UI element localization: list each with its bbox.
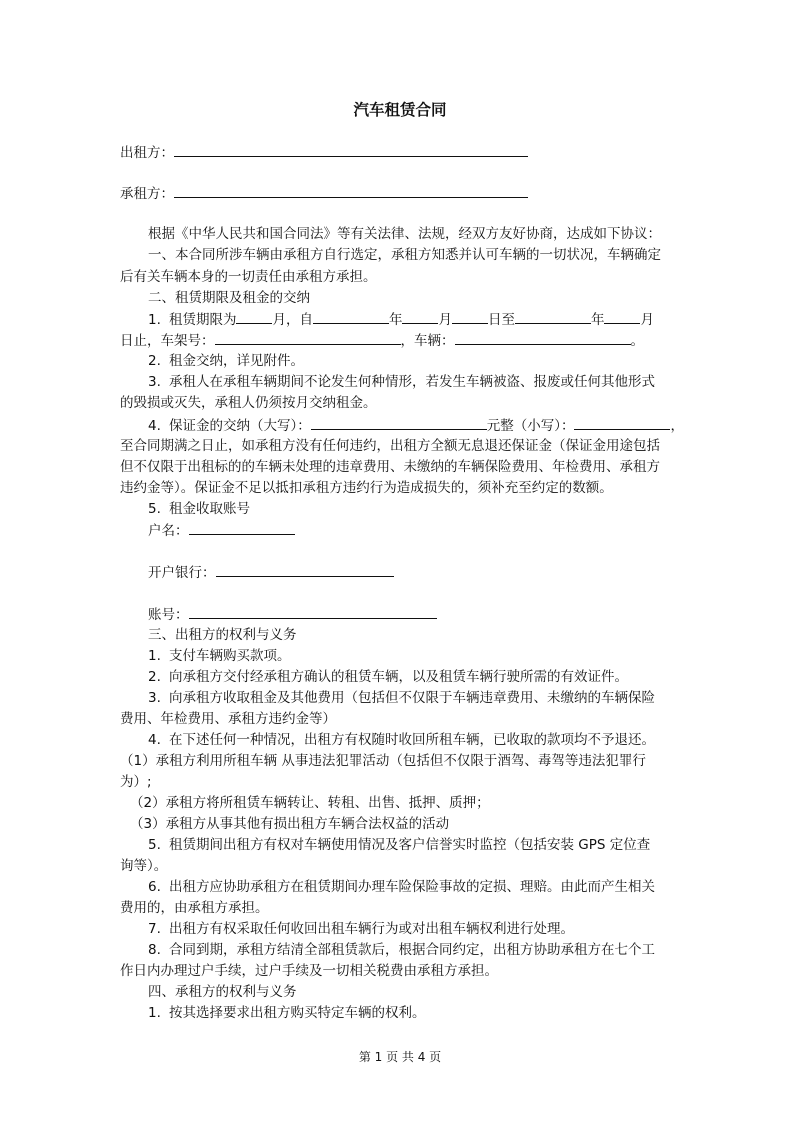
start-month-blank[interactable] [402, 309, 438, 324]
clause-number: 8. [148, 942, 161, 958]
end-month-blank[interactable] [604, 309, 640, 324]
clause-3-5-line-2: 询等）。 [120, 858, 168, 874]
clause-1-line-2: 后有关车辆本身的一切责任由承租方承担。 [120, 269, 377, 285]
clause-3-6-line-2: 费用的，由承租方承担。 [120, 900, 269, 916]
vehicle-blank[interactable] [455, 330, 631, 345]
clause-2-1-line-1 [148, 309, 654, 330]
bank-line [148, 562, 394, 583]
bank-blank[interactable] [216, 562, 394, 577]
deposit-upper-label: 保证金的交纳（大写）： [168, 418, 311, 434]
deposit-upper-blank[interactable] [311, 415, 487, 430]
clause-2-3-line-1 [148, 372, 655, 392]
clause-3-5-line-1 [148, 835, 650, 855]
page-footer: 第 1 页 共 4 页 [358, 1050, 442, 1064]
deposit-lower-label: 元整（小写）： [486, 418, 575, 434]
lessee-line [120, 183, 528, 204]
end-year-blank[interactable] [515, 309, 591, 324]
start-year-blank[interactable] [313, 309, 389, 324]
clause-number: 1. [148, 312, 161, 328]
clause-number: 7. [148, 921, 161, 937]
clause-3-8-line-2: 作日内办理过户手续，过户手续及一切相关税费由承租方承担。 [120, 963, 498, 979]
clause-3-8-line-1 [148, 940, 655, 960]
comma: ， [670, 418, 684, 434]
clause-2-5 [148, 499, 250, 519]
clause-text: 承租人在承租车辆期间不论发生何种情形，若发生车辆被盗、报废或任何其他形式 [168, 374, 655, 390]
clause-text: 向承租方收取租金及其他费用（包括但不仅限于车辆违章费用、未缴纳的车辆保险 [168, 690, 655, 706]
clause-number: 1. [148, 648, 161, 664]
clause-text: 租赁期间出租方有权对车辆使用情况及客户信誉实时监控（包括安装 GPS 定位查 [168, 837, 651, 853]
lessor-label: 出租方： [120, 145, 174, 161]
lessee-blank[interactable] [174, 183, 528, 198]
clause-3-2 [148, 667, 628, 687]
deposit-lower-blank[interactable] [574, 415, 670, 430]
section-2-heading: 二、租赁期限及租金的交纳 [148, 290, 310, 306]
clause-3-1 [148, 646, 290, 666]
clause-text: 向承租方交付经承租方确认的租赁车辆，以及租赁车辆行驶所需的有效证件。 [168, 669, 628, 685]
document-title: 汽车租赁合同 [353, 101, 447, 119]
clause-3-4 [148, 730, 655, 750]
lessor-blank[interactable] [174, 142, 528, 157]
vehicle-label: ，车辆： [400, 333, 455, 349]
lease-term-label: 租赁期限为 [168, 312, 237, 328]
account-number-label: 账号： [148, 607, 189, 623]
clause-number: 1. [148, 1005, 161, 1021]
clause-text: 出租方应协助承租方在租赁期间办理车险保险事故的定损、理赔。由此而产生相关 [168, 879, 655, 895]
clause-3-4-1-line-2: 为）; [120, 774, 152, 790]
text-month: 月 [640, 312, 654, 328]
clause-4-1 [148, 1003, 425, 1023]
text-day-to: 日至 [487, 312, 515, 328]
clause-number: 4. [148, 732, 161, 748]
clause-text: 租金收取账号 [168, 501, 250, 517]
clause-1-line-1: 一、本合同所涉车辆由承租方自行选定，承租方知悉并认可车辆的一切状况，车辆确定 [148, 247, 661, 263]
clause-2-2 [148, 351, 304, 371]
clause-number: 2. [148, 353, 161, 369]
clause-text: 在下述任何一种情况，出租方有权随时收回所租车辆，已收取的款项均不予退还。 [168, 732, 655, 748]
clause-number: 3. [148, 374, 161, 390]
clause-3-3-line-2: 费用、年检费用、承租方违约金等） [120, 711, 336, 727]
clause-3-4-1-line-1: （1）承租方利用所租车辆 从事违法犯罪活动（包括但不仅限于酒驾、毒驾等违法犯罪行 [120, 753, 646, 769]
section-4-heading: 四、承租方的权利与义务 [148, 984, 297, 1000]
clause-2-4-line-4: 违约金等）。保证金不足以抵扣承租方违约行为造成损失的，须补充至约定的数额。 [120, 480, 613, 496]
clause-3-6-line-1 [148, 877, 655, 897]
clause-text: 出租方有权采取任何收回出租车辆行为或对出租车辆权利进行处理。 [168, 921, 574, 937]
clause-3-4-2: （2）承租方将所租赁车辆转让、转租、出售、抵押、质押； [130, 795, 490, 811]
clause-text: 合同到期，承租方结清全部租赁款后，根据合同约定，出租方协助承租方在七个工 [168, 942, 655, 958]
account-name-line [148, 520, 295, 541]
lessor-line [120, 142, 528, 163]
clause-number: 3. [148, 690, 161, 706]
section-3-heading: 三、出租方的权利与义务 [148, 627, 297, 643]
clause-number: 4. [148, 418, 161, 434]
clause-2-4-line-3: 但不仅限于出租标的的车辆未处理的违章费用、未缴纳的车辆保险费用、年检费用、承租方 [120, 459, 660, 475]
clause-3-3-line-1 [148, 688, 655, 708]
account-number-line [148, 604, 437, 625]
vin-blank[interactable] [215, 330, 401, 345]
period: 。 [630, 333, 644, 349]
clause-number: 5. [148, 837, 161, 853]
clause-2-1-line-2 [120, 330, 644, 351]
text-month-from: 月，自 [272, 312, 313, 328]
clause-3-7 [148, 919, 574, 939]
lease-months-blank[interactable] [236, 309, 272, 324]
clause-2-4-line-2: 至合同期满之日止，如承租方没有任何违约，出租方全额无息退还保证金（保证金用途包括 [120, 438, 660, 454]
start-day-blank[interactable] [452, 309, 488, 324]
text-year: 年 [388, 312, 403, 328]
account-number-blank[interactable] [189, 604, 437, 619]
clause-text: 支付车辆购买款项。 [168, 648, 291, 664]
clause-number: 5. [148, 501, 161, 517]
clause-number: 2. [148, 669, 161, 685]
bank-label: 开户银行： [148, 565, 216, 581]
text-month: 月 [438, 312, 452, 328]
account-name-label: 户名： [148, 523, 189, 539]
clause-3-4-3: （3）承租方从事其他有损出租方车辆合法权益的活动 [130, 816, 450, 832]
intro-paragraph: 根据《中华人民共和国合同法》等有关法律、法规，经双方友好协商，达成如下协议： [148, 226, 661, 242]
clause-2-4-line-1 [148, 415, 684, 436]
text-year: 年 [590, 312, 605, 328]
clause-2-3-line-2: 的毁损或灭失，承租人仍须按月交纳租金。 [120, 395, 377, 411]
clause-text: 租金交纳，详见附件。 [168, 353, 304, 369]
lessee-label: 承租方： [120, 186, 174, 202]
account-name-blank[interactable] [189, 520, 295, 535]
clause-number: 6. [148, 879, 161, 895]
clause-text: 按其选择要求出租方购买特定车辆的权利。 [168, 1005, 426, 1021]
vin-label: 日止，车架号： [120, 333, 215, 349]
